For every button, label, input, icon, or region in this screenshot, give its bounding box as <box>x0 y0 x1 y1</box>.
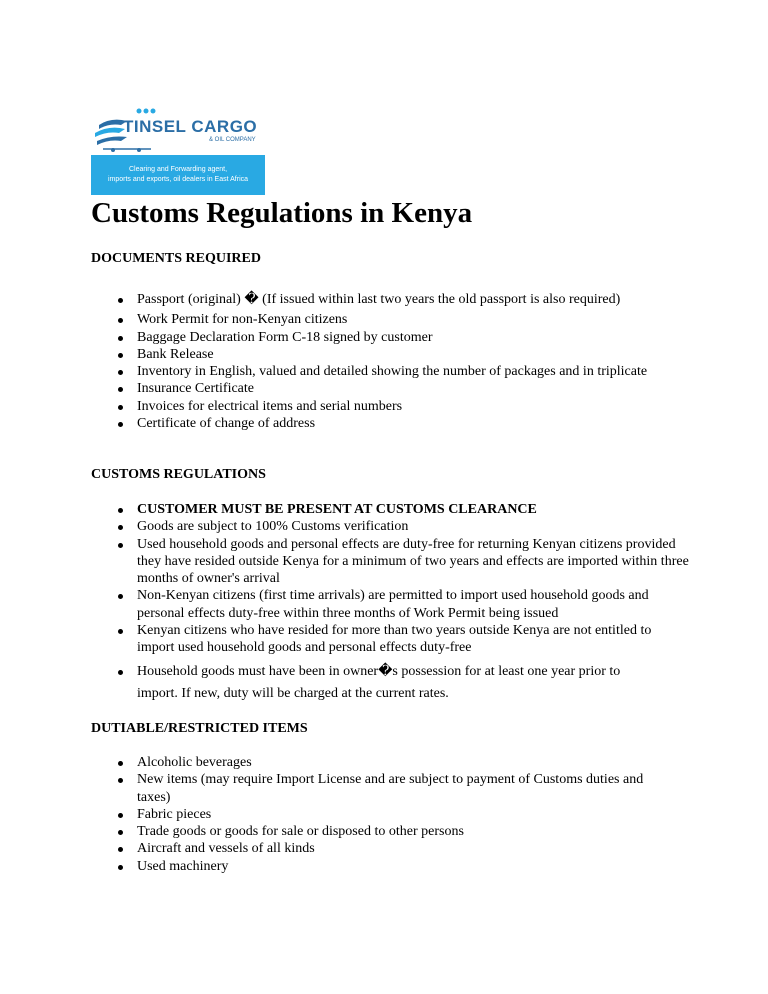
logo-name: TINSEL CARGO <box>123 117 258 136</box>
list-item: Household goods must have been in owner�s possession for at least one year prior to import. If new, duty will be charged at the current rates. <box>137 661 662 705</box>
logo-tagline-line-1: Clearing and Forwarding agent, <box>128 166 228 173</box>
list-item: Used machinery <box>137 858 692 875</box>
logo-top <box>91 103 265 155</box>
list-item: New items (may require Import License and are subject to payment of Customs duties and taxes) <box>137 771 667 806</box>
regulations-list <box>137 501 692 705</box>
list-item: Non-Kenyan citizens (first time arrivals) are permitted to import used household goods and personal effects duty-free within three months of Work Permit being issued <box>137 587 692 622</box>
page-title: Customs Regulations in Kenya <box>91 197 473 229</box>
section-heading-dutiable: DUTIABLE/RESTRICTED ITEMS <box>91 721 308 736</box>
section-heading-regulations: CUSTOMS REGULATIONS <box>91 467 266 482</box>
list-item: Bank Release <box>137 346 692 363</box>
logo-tagline-band <box>91 155 265 195</box>
list-item: Trade goods or goods for sale or disposed to other persons <box>137 823 692 840</box>
list-item: Insurance Certificate <box>137 380 692 397</box>
documents-list <box>137 291 692 432</box>
list-item: Passport (original) � (If issued within last two years the old passport is also required) <box>137 291 692 308</box>
list-item: Invoices for electrical items and serial numbers <box>137 398 692 415</box>
list-item: Certificate of change of address <box>137 415 692 432</box>
logo-subtitle: & OIL COMPANY <box>209 137 256 143</box>
list-item: Kenyan citizens who have resided for more than two years outside Kenya are not entitled to import used household goods and personal effects duty-free <box>137 622 682 657</box>
list-item: Used household goods and personal effects are duty-free for returning Kenyan citizens provided they have resided outside Kenya for a minimum of two years and effects are imported within three months of owner's arrival <box>137 536 692 588</box>
list-item: Fabric pieces <box>137 806 692 823</box>
list-item: Aircraft and vessels of all kinds <box>137 840 692 857</box>
list-item: CUSTOMER MUST BE PRESENT AT CUSTOMS CLEARANCE <box>137 501 692 518</box>
list-item: Work Permit for non-Kenyan citizens <box>137 311 692 328</box>
dutiable-list <box>137 754 692 875</box>
list-item: Baggage Declaration Form C-18 signed by customer <box>137 329 692 346</box>
list-item: Alcoholic beverages <box>137 754 692 771</box>
company-logo <box>91 103 265 195</box>
section-heading-documents: DOCUMENTS REQUIRED <box>91 251 261 266</box>
list-item: Inventory in English, valued and detailed showing the number of packages and in triplicate <box>137 363 657 380</box>
list-item: Goods are subject to 100% Customs verification <box>137 518 692 535</box>
logo-tagline-line-2: imports and exports, oil dealers in East Africa <box>107 176 249 183</box>
